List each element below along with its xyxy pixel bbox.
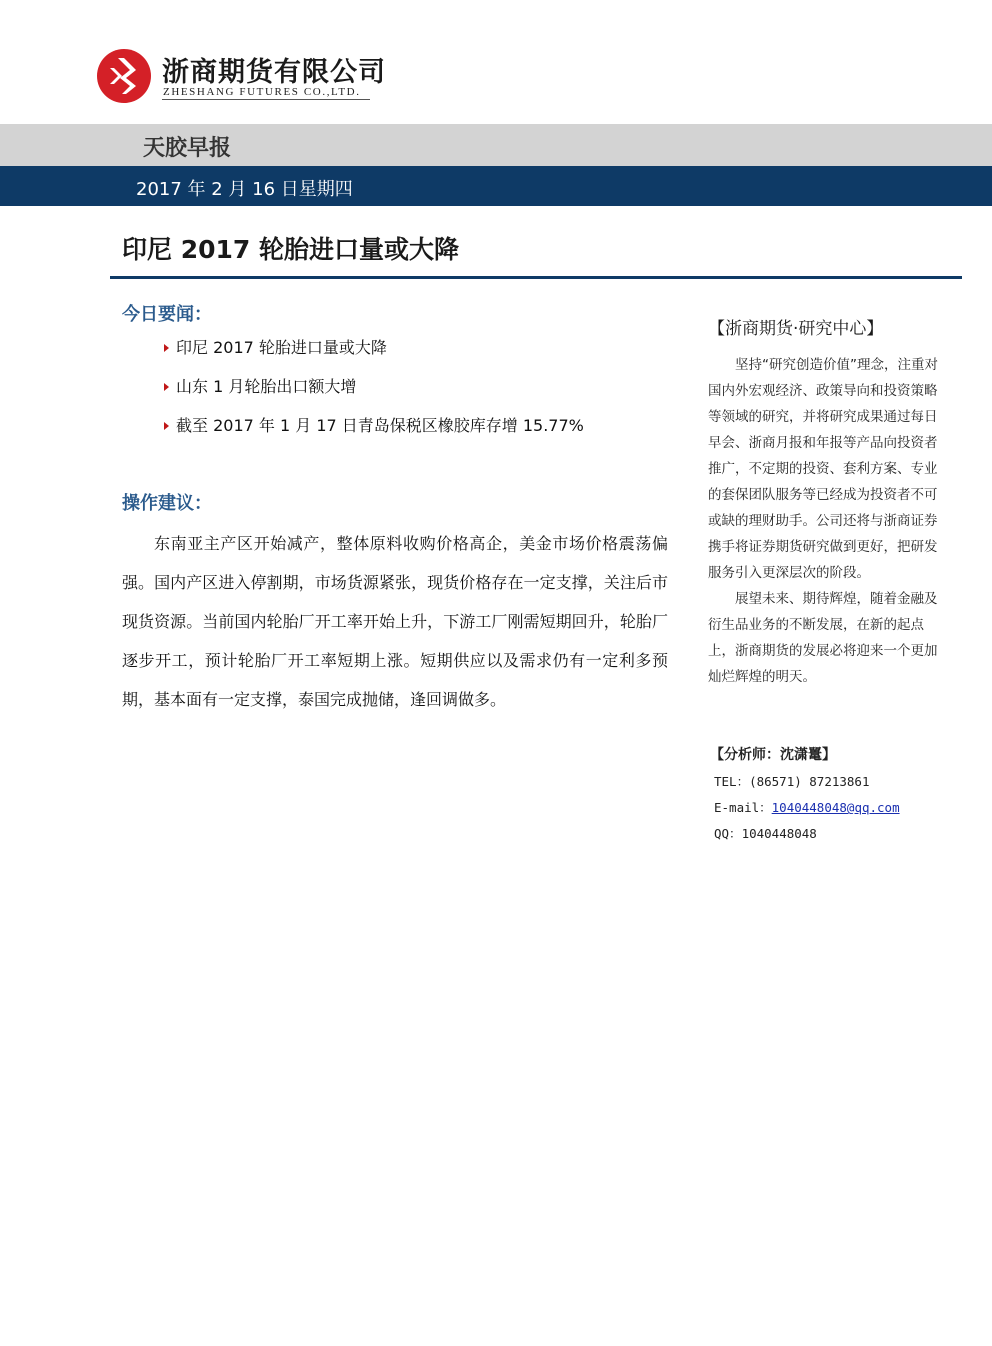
tel-label: TEL： (714, 774, 750, 789)
page-title: 印尼 2017 轮胎进口量或大降 (122, 235, 459, 264)
contact-email (714, 798, 900, 816)
advice-heading: 操作建议： (122, 493, 212, 514)
news-heading: 今日要闻： (122, 304, 212, 325)
contact-tel (714, 772, 870, 790)
email-label: E-mail： (714, 800, 772, 815)
news-item-text: 印尼 2017 轮胎进口量或大降 (176, 338, 387, 357)
news-item-text: 山东 1 月轮胎出口额大增 (176, 377, 357, 396)
tel-value: (86571) 87213861 (749, 774, 870, 789)
advice-text: 东南亚主产区开始减产，整体原料收购价格高企，美金市场价格震荡偏强。国内产区进入停割期，市场货源紧张，现货价格存在一定支撑，关注后市现货资源。当前国内轮胎厂开工率开始上升，下游工厂刚需短期回升，轮胎厂逐步开工，预计轮胎厂开工率短期上涨。短期供应以及需求仍有一定利多预期，基本面有一定支撑，泰国完成抛储，逢回调做多。 (122, 534, 668, 709)
email-link[interactable]: 1040448048@qq.com (771, 800, 900, 815)
report-date: 2017 年 2 月 16 日星期四 (136, 179, 353, 200)
research-center-heading: 【浙商期货·研究中心】 (708, 319, 884, 339)
company-name-en: ZHESHANG FUTURES CO.,LTD. (163, 86, 361, 98)
research-center-description (708, 352, 938, 690)
report-name: 天胶早报 (143, 136, 232, 161)
triangle-bullet-icon (164, 422, 169, 430)
company-name-cn: 浙商期货有限公司 (162, 57, 386, 88)
news-item (164, 413, 584, 436)
news-item (164, 374, 356, 397)
research-center-paragraph: 坚持“研究创造价值”理念，注重对国内外宏观经济、政策导向和投资策略等领域的研究，并将研究成果通过每日早会、浙商月报和年报等产品向投资者推广，不定期的投资、套利方案、专业的套保团队服务等已经成为投资者不可或缺的理财助手。公司还将与浙商证券携手将证券期货研究做到更好，把研发服务引入更深层次的阶段。 (708, 357, 938, 581)
qq-value: 1040448048 (741, 826, 817, 841)
news-item (164, 335, 387, 358)
title-divider (110, 276, 962, 279)
qq-label: QQ： (714, 826, 742, 841)
company-underline (162, 99, 370, 100)
triangle-bullet-icon (164, 383, 169, 391)
analyst-name: 【分析师：沈潇鼍】 (710, 747, 836, 763)
research-center-paragraph: 展望未来、期待辉煌，随着金融及衍生品业务的不断发展，在新的起点上，浙商期货的发展必将迎来一个更加灿烂辉煌的明天。 (708, 591, 938, 685)
news-item-text: 截至 2017 年 1 月 17 日青岛保税区橡胶库存增 15.77% (176, 416, 584, 435)
triangle-bullet-icon (164, 344, 169, 352)
contact-qq (714, 824, 817, 842)
company-logo-icon (96, 48, 152, 104)
